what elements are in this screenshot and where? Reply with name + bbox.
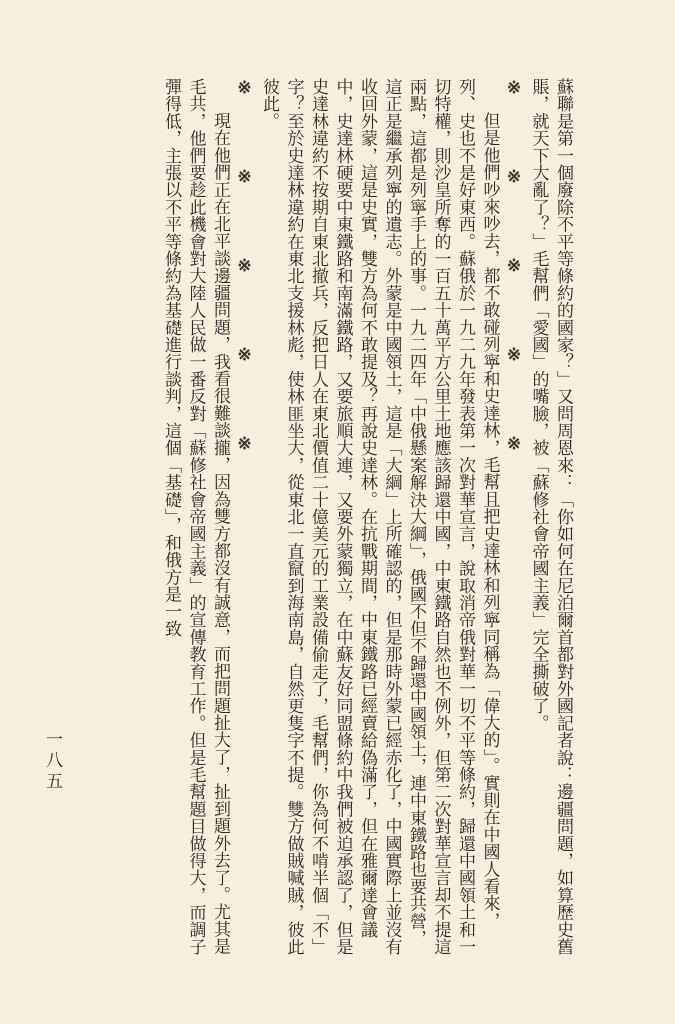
- page-number: 一八五: [42, 730, 62, 793]
- paragraph: 但是他們吵來吵去，都不敢碰列寧和史達林，毛幫且把史達林和列寧同稱為「偉大的」。實則在中國人看來，列、史也不是好東西。蘇俄於一九二九年發表第一次對華宣言，說取消帝俄對華一切不平等條約，歸還中國領土和一切特權，則沙皇所奪的一百五十萬平方公里土地應該歸還中國，中東鐵路自然也不例外，但第二次對華宣言却不提這兩點，這都是列寧手上的事。一九二四年「中俄懸案解決大綱」，俄國不但不歸還中國領土，連中東鐵路也要共營，這正是繼承列寧的遺志。外蒙是中國領土，這是「大綱」上所確認的，但是那時外蒙已經赤化了，中國實際上並沒有收回外蒙，這是史實，雙方為何不敢提及？再說史達林。在抗戰期間，中東鐵路已經賣給偽滿了，但在雅爾達會議中，史達林硬要中東鐵路和南滿鐵路，又要旅順大連，又要外蒙獨立，在中蘇友好同盟條約中我們被迫承認了，但是史達林違約不按期自東北撤兵，反把日人在東北價值二十億美元的工業設備偷走了，毛幫們，你為何不啃半個「不」字？至於史達林違約在東北支援林彪，使林匪坐大，從東北一直竄到海南島，自然更隻字不提。雙方做賊喊賊，彼此彼此。: [259, 78, 500, 956]
- paragraph: 現在他們正在北平談邊疆問題，我看很難談攏，因為雙方都沒有誠意，而把問題扯大了，扯到題外去了。尤其是毛共，他們要趁此機會對大陸人民做一番反對「蘇修社會帝國主義」的宣傳教育工作。但是毛幫題目做得大，而調子彈得低，主張以不平等條約為基礎進行談判，這個「基礎」，和俄方是一致: [161, 78, 230, 956]
- section-divider: ※ ※ ※ ※ ※: [504, 78, 524, 455]
- section-divider: ※ ※ ※ ※ ※: [234, 78, 255, 455]
- vertical-text-body: [159, 78, 576, 958]
- paragraph: 蘇聯是第一個廢除不平等條約的國家？」又問周恩來：「你如何在尼泊爾首都對外國記者說：邊疆問題，如算歷史舊賬，就天下大亂了？」毛幫們「愛國」的嘴臉，被「蘇修社會帝國主義」完全撕破了。: [528, 78, 573, 956]
